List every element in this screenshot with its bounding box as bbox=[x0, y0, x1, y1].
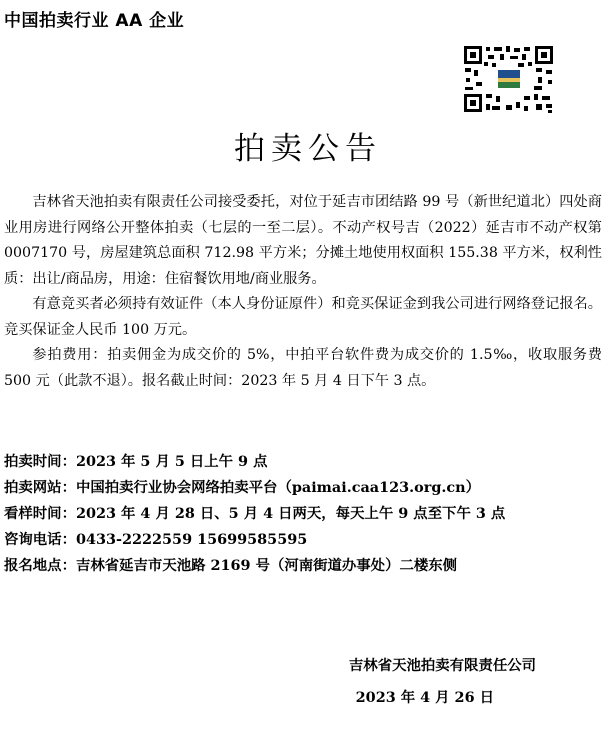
info-value: 2023 年 4 月 28 日、5 月 4 日两天，每天上午 9 点至下午 3 点 bbox=[75, 505, 506, 522]
info-value: 0433-2222559 15699585595 bbox=[75, 531, 308, 548]
info-row-auction-time bbox=[4, 449, 604, 475]
qr-code-icon bbox=[462, 44, 555, 114]
paragraph-registration: 有意竞买者必须持有效证件（本人身份证原件）和竞买保证金到我公司进行网络登记报名。竞买保证金人民币 100 万元。 bbox=[4, 296, 602, 338]
paragraph-fees: 参拍费用：拍卖佣金为成交价的 5%，中拍平台软件费为成交价的 1.5‰，收取服务费 500 元（此款不退）。报名截止时间：2023 年 5 月 4 日下午 3 点。 bbox=[4, 347, 602, 389]
info-label: 报名地点： bbox=[4, 558, 76, 574]
document-title: 拍卖公告 bbox=[234, 131, 382, 167]
signature-block bbox=[276, 650, 536, 714]
signature-company: 吉林省天池拍卖有限责任公司 bbox=[348, 657, 536, 674]
info-value: 2023 年 5 月 5 日上午 9 点 bbox=[75, 453, 268, 470]
paragraph-commission: 吉林省天池拍卖有限责任公司接受委托，对位于延吉市团结路 99 号（新世纪道北）四处商业用房进行网络公开整体拍卖（七层的一至二层）。不动产权号吉（2022）延吉市不动产权第 0007170 号，房屋建筑总面积 712.98 平方米；分摊土地使用权面积 155.38 平方米，权利性质：出让/商品房，用途：住宿餐饮用地/商业服务。 bbox=[4, 194, 602, 287]
header-title: 中国拍卖行业 AA 企业 bbox=[4, 11, 185, 31]
auction-info bbox=[4, 449, 604, 579]
info-value: 吉林省延吉市天池路 2169 号（河南街道办事处）二楼东侧 bbox=[75, 557, 458, 574]
info-value: 中国拍卖行业协会网络拍卖平台（paimai.caa123.org.cn） bbox=[75, 479, 481, 496]
info-row-viewing-time bbox=[4, 501, 604, 527]
info-row-phone bbox=[4, 527, 604, 553]
info-row-auction-website bbox=[4, 475, 604, 501]
announcement-body bbox=[4, 190, 602, 394]
signature-date: 2023 年 4 月 26 日 bbox=[355, 689, 494, 706]
info-label: 看样时间： bbox=[4, 506, 76, 522]
info-label: 咨询电话： bbox=[4, 532, 76, 548]
info-label: 拍卖网站： bbox=[4, 480, 76, 496]
info-row-registration-address bbox=[4, 553, 604, 579]
info-label: 拍卖时间： bbox=[4, 454, 76, 470]
